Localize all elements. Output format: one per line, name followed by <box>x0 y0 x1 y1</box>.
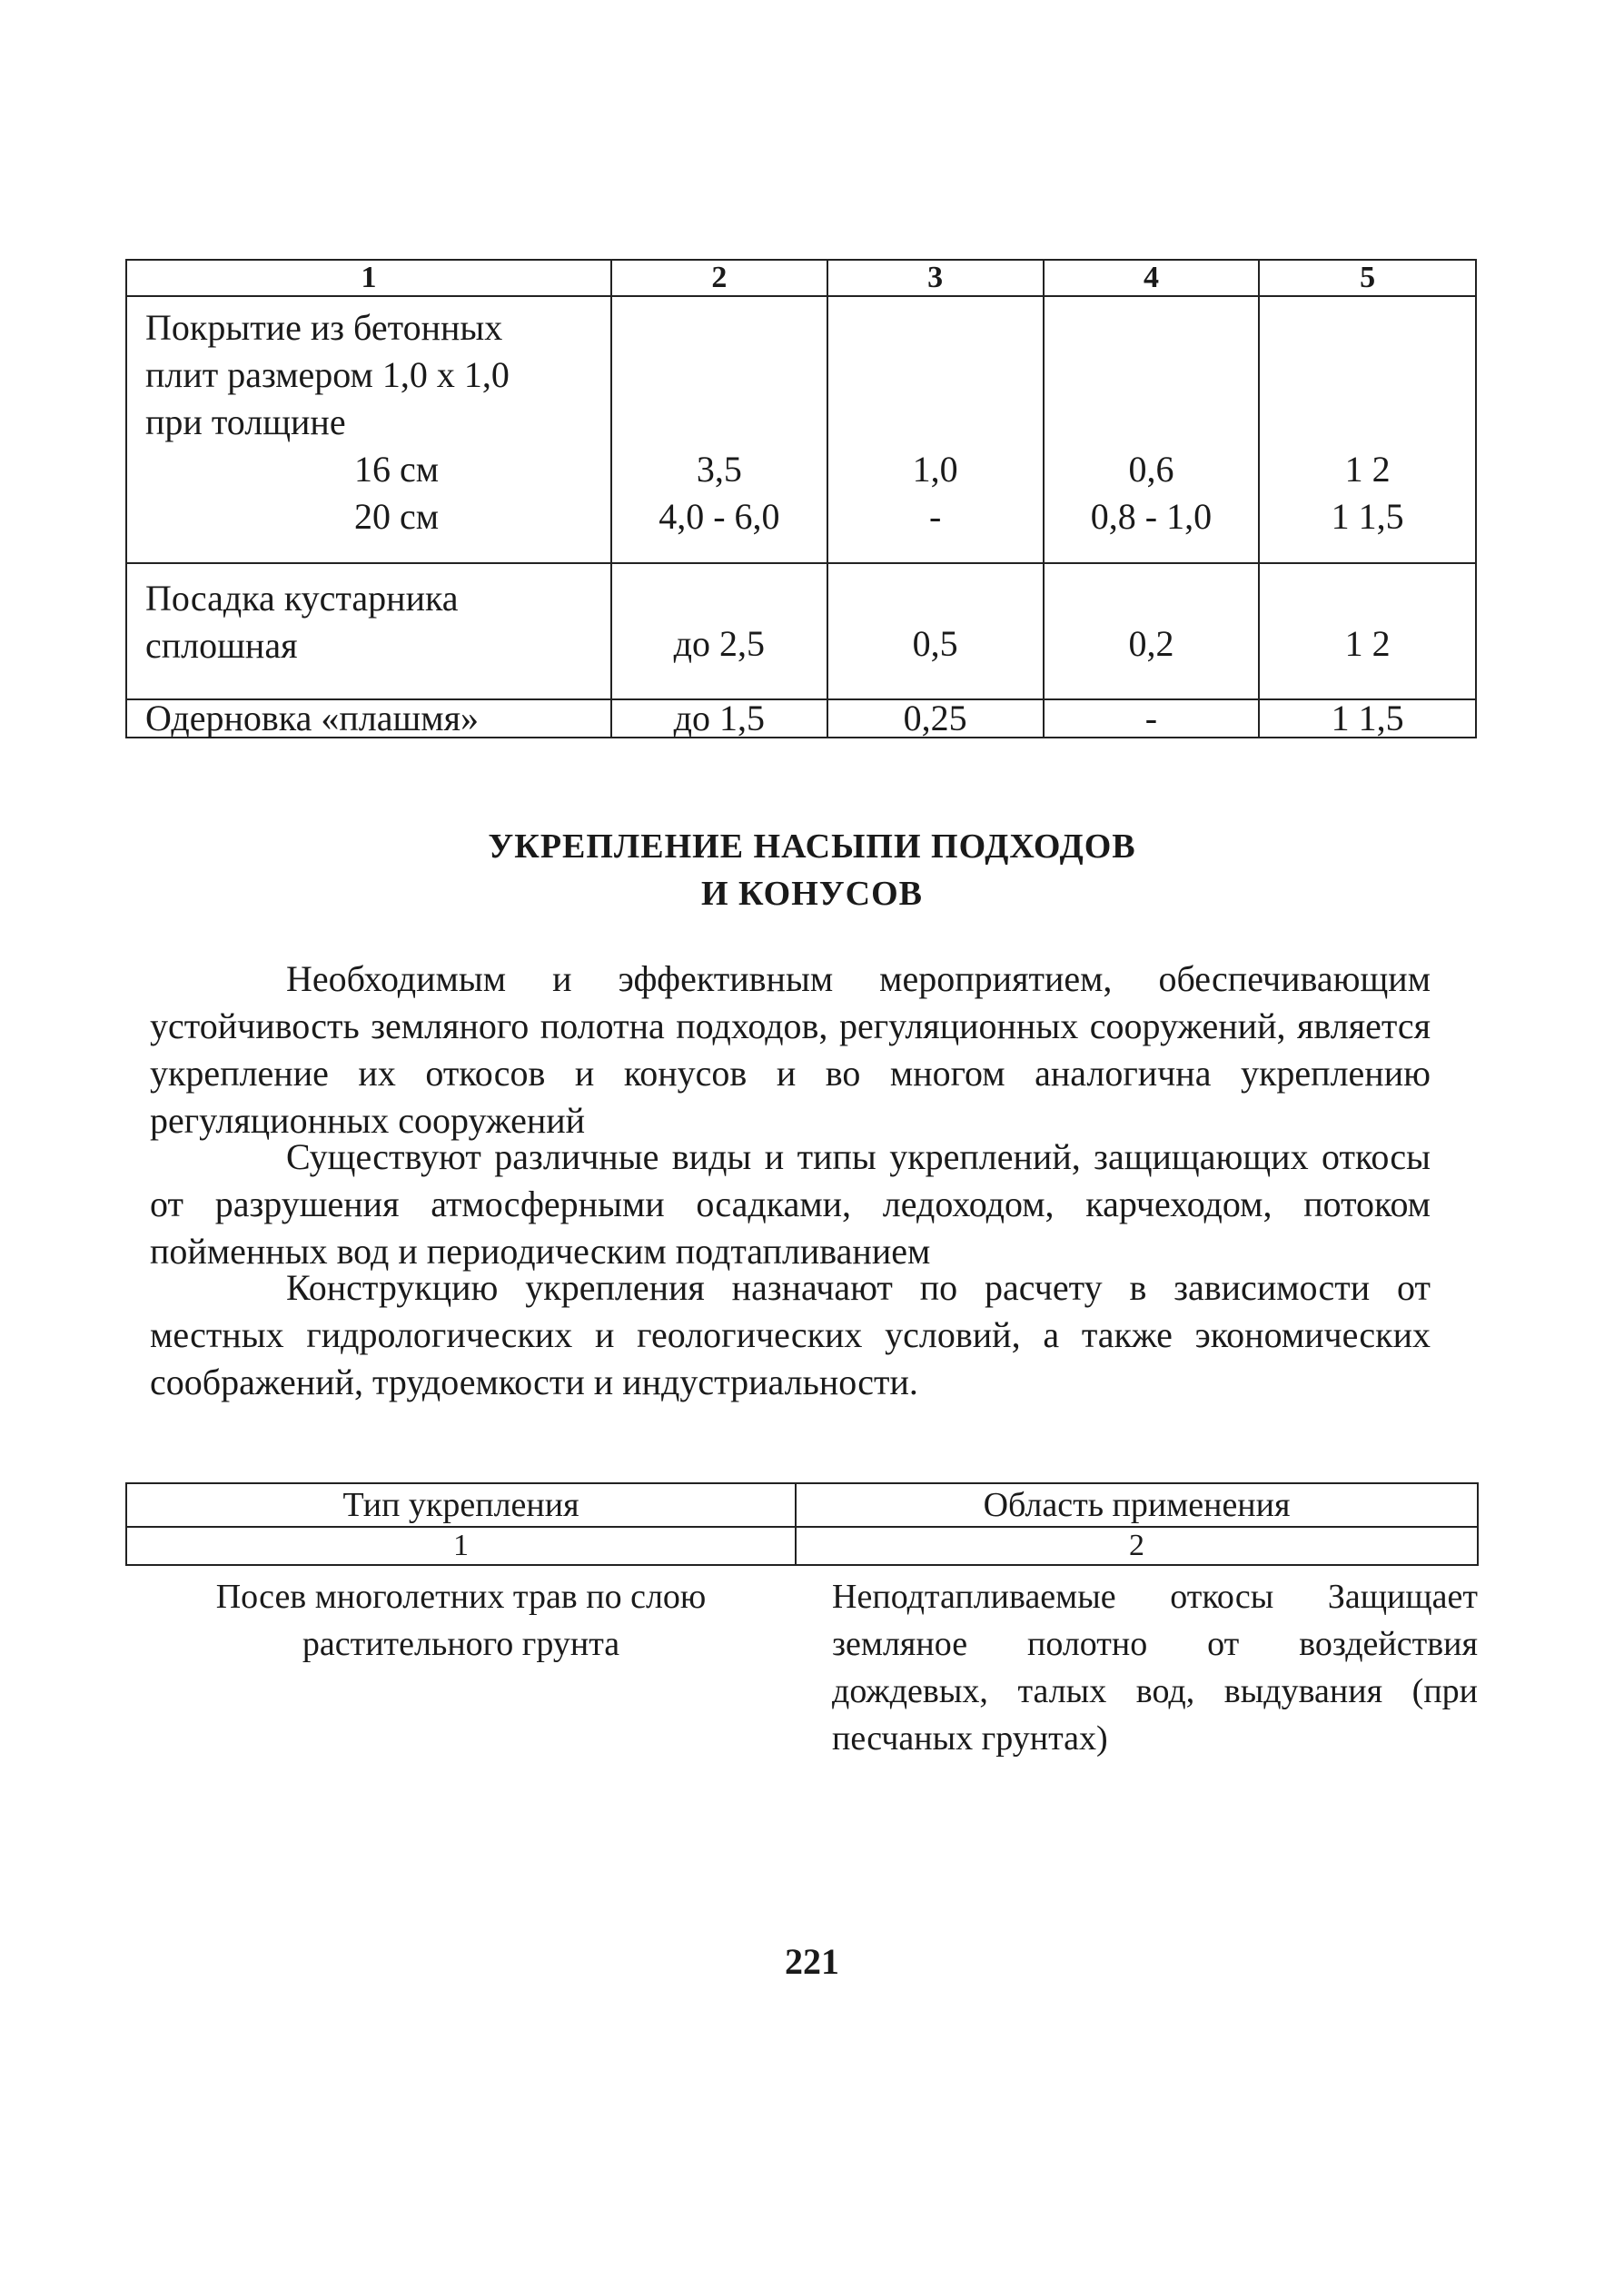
cell-value: до 1,5 <box>611 699 827 738</box>
row-label-line: Посадка кустарника <box>145 578 459 619</box>
paragraph-text: Конструкцию укрепления назначают по расчету в зависимости от местных гидрологических и геологических условий, а также экономических соображений, трудоемкости и индустриальности. <box>150 1267 1431 1402</box>
value-cell <box>1259 563 1476 699</box>
type-text: Посев многолетних трав по слою растительного грунта <box>215 1578 707 1663</box>
cell-value: до 2,5 <box>673 623 766 664</box>
row-label-line: сплошная <box>145 625 298 666</box>
cell-value: 0,2 <box>1128 623 1174 664</box>
cell-value: 1,0 <box>912 449 958 490</box>
table-header-row <box>126 1483 1478 1527</box>
paragraph-text: Существуют различные виды и типы укреплений, защищающих откосы от разрушения атмосферными осадками, ледоходом, карчеходом, потоком пойменных вод и периодическим подтапливанием <box>150 1136 1431 1272</box>
type-cell <box>126 1565 796 1762</box>
value-cell <box>827 563 1044 699</box>
cell-value: 0,8 - 1,0 <box>1090 496 1213 537</box>
cell-value: 0,5 <box>912 623 958 664</box>
application-cell <box>796 1565 1478 1762</box>
table-row <box>126 1565 1478 1762</box>
row-sublabel: 20 см <box>354 496 440 537</box>
paragraph <box>150 1264 1431 1406</box>
value-cell <box>611 296 827 563</box>
cell-value: 0,6 <box>1128 449 1174 490</box>
row-label-line: при толщине <box>145 401 346 442</box>
row-sublabel: 16 см <box>354 449 440 490</box>
section-heading <box>0 823 1624 917</box>
heading-line: И КОНУСОВ <box>700 875 923 913</box>
row-label-line: Одерновка «плашмя» <box>145 698 479 738</box>
value-cell <box>1044 563 1260 699</box>
heading-line: УКРЕПЛЕНИЕ НАСЫПИ ПОДХОДОВ <box>488 827 1136 866</box>
header-cell: Тип укрепления <box>126 1483 796 1527</box>
cell-value: 0,25 <box>827 699 1044 738</box>
row-label-cell <box>126 563 611 699</box>
value-cell <box>611 563 827 699</box>
header-cell: 2 <box>611 260 827 296</box>
value-cell <box>827 296 1044 563</box>
header-cell: Область применения <box>796 1483 1478 1527</box>
cell-value: 1 2 <box>1344 449 1391 490</box>
row-label-cell <box>126 296 611 563</box>
header-cell: 4 <box>1044 260 1260 296</box>
header-number-cell: 2 <box>796 1527 1478 1565</box>
cell-value: 4,0 - 6,0 <box>659 496 780 537</box>
application-text: Неподтапливаемые откосы Защищает земляное полотно от воздействия дождевых, талых вод, выдувания (при песчаных грунтах) <box>832 1578 1478 1758</box>
table-row <box>126 563 1476 699</box>
paragraph <box>150 1134 1431 1275</box>
header-cell: 5 <box>1259 260 1476 296</box>
strengthening-table <box>125 259 1477 738</box>
paragraph-text: Необходимым и эффективным мероприятием, обеспечивающим устойчивость земляного полотна подходов, регуляционных сооружений, является укрепление их откосов и конусов и во многом аналогична укреплению регуляционных сооружений <box>150 958 1431 1141</box>
row-label-cell <box>126 699 611 738</box>
table-number-row <box>126 1527 1478 1565</box>
cell-value: 1 1,5 <box>1331 496 1404 537</box>
application-table <box>125 1482 1479 1762</box>
header-number-cell: 1 <box>126 1527 796 1565</box>
cell-value: 1 2 <box>1344 623 1391 664</box>
cell-value: 1 1,5 <box>1259 699 1476 738</box>
table-row <box>126 296 1476 563</box>
row-label-line: плит размером 1,0 х 1,0 <box>145 354 510 395</box>
header-cell: 1 <box>126 260 611 296</box>
table-header-row <box>126 260 1476 296</box>
value-cell <box>1259 296 1476 563</box>
cell-value: - <box>928 496 942 537</box>
page-number: 221 <box>785 1941 839 1982</box>
value-cell <box>1044 296 1260 563</box>
cell-value: 3,5 <box>696 449 742 490</box>
table-row <box>126 699 1476 738</box>
row-label-line: Покрытие из бетонных <box>145 307 503 348</box>
paragraph <box>150 956 1431 1144</box>
cell-value: - <box>1044 699 1260 738</box>
header-cell: 3 <box>827 260 1044 296</box>
